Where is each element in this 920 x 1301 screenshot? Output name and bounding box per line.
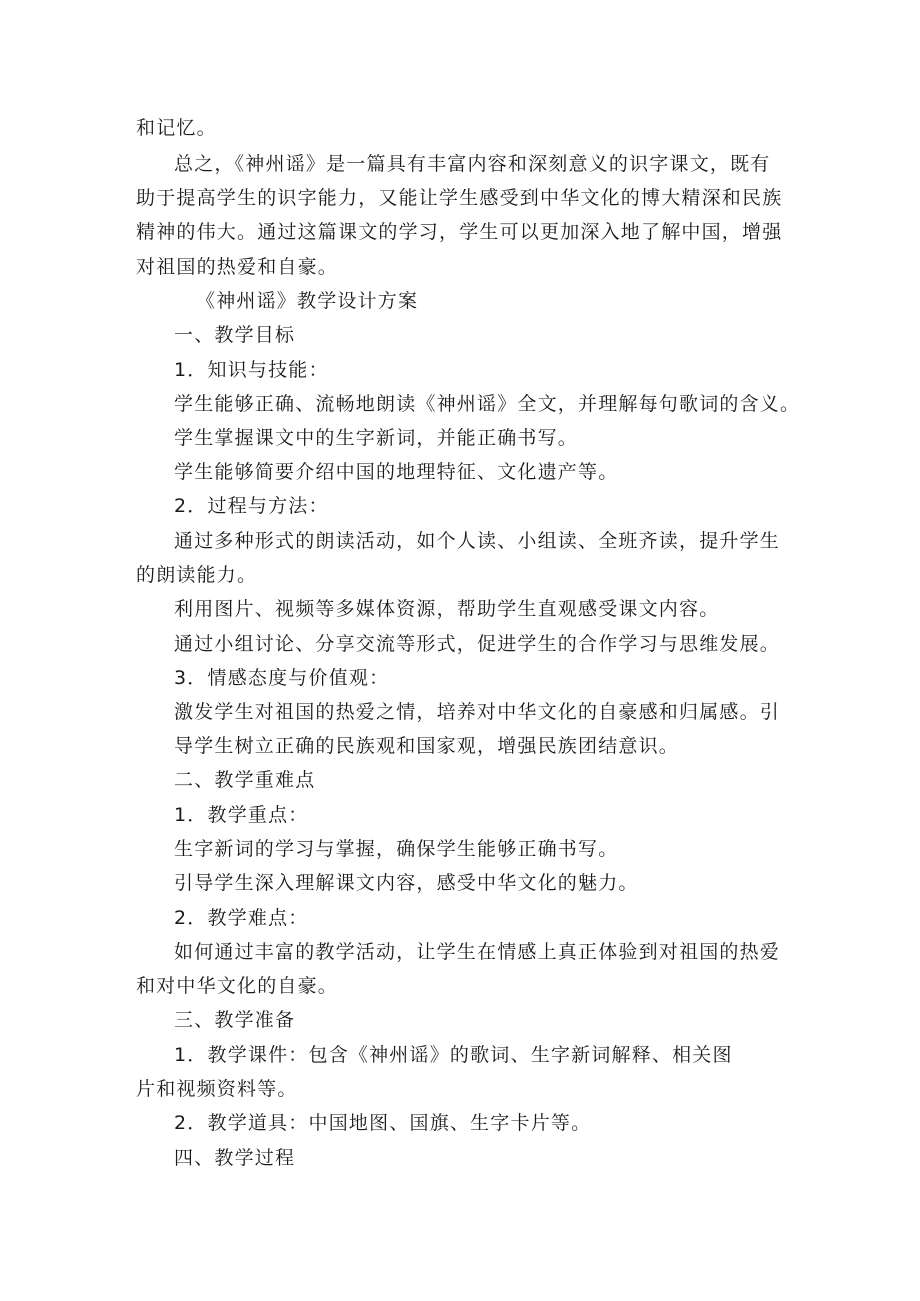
section-heading: 一、教学目标	[174, 324, 296, 346]
paragraph-line: 生字新词的学习与掌握，确保学生能够正确书写。	[174, 838, 619, 860]
paragraph-line: 利用图片、视频等多媒体资源，帮助学生直观感受课文内容。	[174, 598, 720, 620]
paragraph-line: 如何通过丰富的教学活动，让学生在情感上真正体验到对祖国的热爱	[174, 941, 781, 963]
subsection-heading: 1．知识与技能：	[174, 359, 329, 381]
subsection-heading: 2．教学难点：	[174, 907, 309, 929]
paragraph-line: 助于提高学生的识字能力，又能让学生感受到中华文化的博大精深和民族	[136, 187, 783, 209]
paragraph-line: 片和视频资料等。	[136, 1078, 298, 1100]
paragraph-line: 对祖国的热爱和自豪。	[136, 256, 339, 278]
paragraph-line: 和对中华文化的自豪。	[136, 975, 339, 997]
paragraph-line: 1．教学课件：包含《神州谣》的歌词、生字新词解释、相关图	[174, 1044, 733, 1066]
section-heading: 四、教学过程	[174, 1147, 296, 1169]
section-title: 《神州谣》教学设计方案	[196, 290, 419, 312]
paragraph-line: 的朗读能力。	[136, 564, 258, 586]
paragraph-line: 学生能够正确、流畅地朗读《神州谣》全文，并理解每句歌词的含义。	[174, 393, 801, 415]
paragraph-line: 通过多种形式的朗读活动，如个人读、小组读、全班齐读，提升学生	[174, 530, 781, 552]
subsection-heading: 3．情感态度与价值观：	[174, 667, 390, 689]
paragraph-line: 导学生树立正确的民族观和国家观，增强民族团结意识。	[174, 735, 680, 757]
subsection-heading: 1．教学重点：	[174, 804, 309, 826]
paragraph-line: 学生能够简要介绍中国的地理特征、文化遗产等。	[174, 461, 619, 483]
paragraph-line: 总之，《神州谣》是一篇具有丰富内容和深刻意义的识字课文，既有	[174, 153, 771, 175]
section-heading: 二、教学重难点	[174, 769, 316, 791]
paragraph-line: 学生掌握课文中的生字新词，并能正确书写。	[174, 427, 579, 449]
paragraph-line: 激发学生对祖国的热爱之情，培养对中华文化的自豪感和归属感。引	[174, 701, 781, 723]
paragraph-line: 2．教学道具：中国地图、国旗、生字卡片等。	[174, 1112, 592, 1134]
section-heading: 三、教学准备	[174, 1009, 296, 1031]
paragraph-line: 精神的伟大。通过这篇课文的学习，学生可以更加深入地了解中国，增强	[136, 221, 783, 243]
subsection-heading: 2．过程与方法：	[174, 495, 329, 517]
paragraph-line: 和记忆。	[136, 117, 217, 139]
paragraph-line: 引导学生深入理解课文内容，感受中华文化的魅力。	[174, 872, 639, 894]
paragraph-line: 通过小组讨论、分享交流等形式，促进学生的合作学习与思维发展。	[174, 633, 781, 655]
